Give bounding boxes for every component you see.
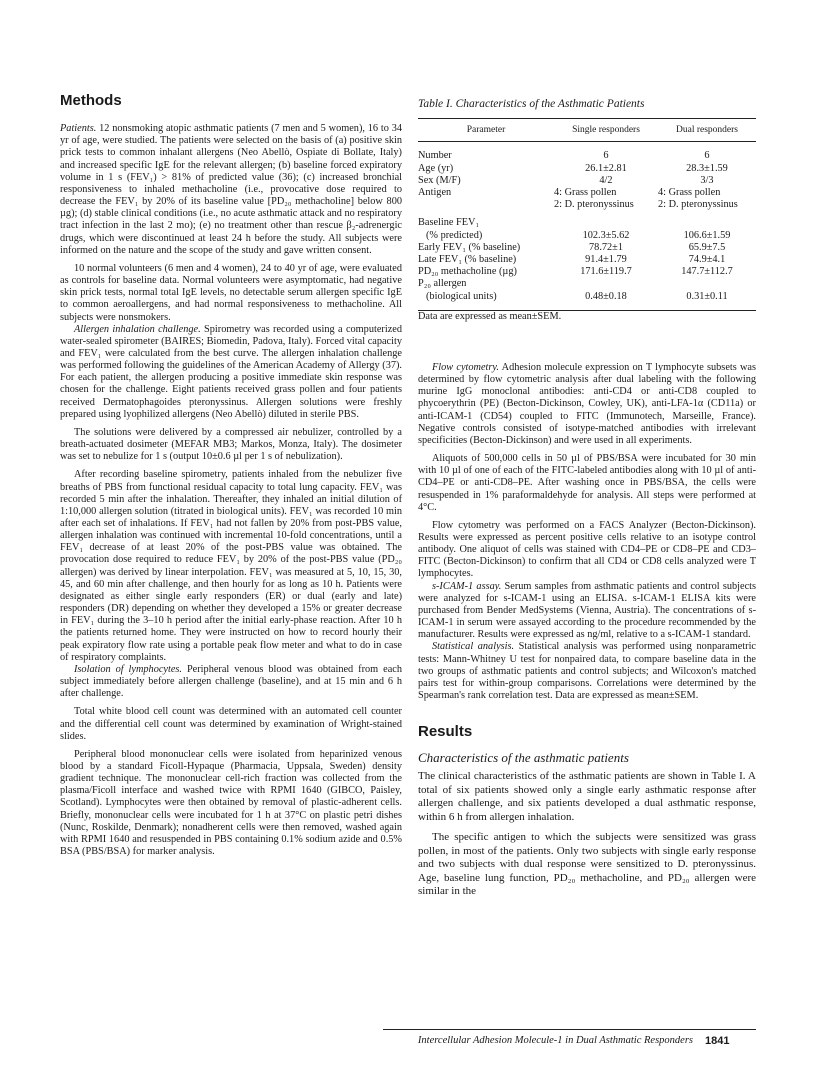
table-row bbox=[418, 175, 756, 187]
paragraph-text: 10 normal volunteers (6 men and 4 women), 24 to 40 yr of age, were evaluated as controls for baseline data. Normal volunteers were asymptomatic, had negative skin prick tests, normal total IgE levels, no detectable serum allergen specific IgE to common aeroallergens, and had normal responsiveness to methacholine. All subjects were nonsmokers. bbox=[60, 262, 402, 323]
row-label: Age (yr) bbox=[418, 162, 454, 174]
cell-dual: 0.31±0.11 bbox=[658, 291, 756, 311]
paragraph-flow-cytometry bbox=[418, 362, 756, 447]
paragraph-controls bbox=[60, 263, 402, 324]
cell-dual: 4: Grass pollen bbox=[658, 186, 721, 198]
cell-dual: 3/3 bbox=[700, 174, 714, 186]
row-label bbox=[418, 199, 554, 211]
cell-dual: 74.9±4.1 bbox=[688, 253, 726, 265]
paragraph-text: Peripheral blood mononuclear cells were isolated from heparinized venous blood by a standard Ficoll-Hypaque (Pharmacia, Uppsala, Sweden) density gradient technique. The mononuclear cell-rich fraction was collected from the plasma/Ficoll interface and washed twice with RPMI 1640 (GIBCO, Paisley, Scotland). Lymphocytes were then obtained by removal of plastic-adherent cells. Briefly, mononuclear cells were incubated for 1 h at 37°C on plastic petri dishes (Nunc, Roskilde, Denmark); nonadherent cells were then removed, washed again with RPMI 1640 and resuspended in PBS containing 0.1% sodium azide and 0.5% BSA (PBS/BSA) for marker analysis. bbox=[60, 748, 402, 858]
run-in-head: Statistical analysis. bbox=[432, 641, 515, 653]
cell-single: 6 bbox=[603, 150, 609, 162]
table-row bbox=[418, 230, 756, 242]
cell-single bbox=[554, 278, 658, 290]
left-column bbox=[60, 0, 402, 858]
cell-single: 4: Grass pollen bbox=[554, 186, 617, 198]
paragraph-results-1: The clinical characteristics of the asthmatic patients are shown in Table I. A total of six patients showed only a single early asthmatic response after allergen challenge, and six patients developed a dual asthmatic response, within 6 h from allergen inhalation. bbox=[418, 770, 756, 823]
table-row bbox=[418, 278, 756, 290]
paragraph-sicam-assay bbox=[418, 581, 756, 642]
row-label: P₂₀ allergen bbox=[418, 278, 467, 290]
running-title: Intercellular Adhesion Molecule-1 in Dual Asthmatic Responders bbox=[417, 1035, 693, 1046]
table-row bbox=[418, 187, 756, 199]
cell-dual: 28.3±1.59 bbox=[686, 162, 728, 174]
paragraph-text: The solutions were delivered by a compressed air nebulizer, controlled by a breath-actuated dosimeter (MEFAR MB3; Markos, Monza, Italy). The dosimeter was set to nebulize for 1 s (output 10±0.6 µl per 1 s of nebulization). bbox=[60, 426, 402, 463]
table-row bbox=[418, 142, 756, 163]
cell-dual: 65.9±7.5 bbox=[688, 241, 726, 253]
table-row bbox=[418, 266, 756, 278]
cell-dual: 2: D. pteronyssinus bbox=[658, 199, 738, 211]
cell-dual: 106.6±1.59 bbox=[683, 229, 731, 241]
paragraph-text: Total white blood cell count was determined with an automated cell counter and the differential cell count was determined by examination of Wright-stained slides. bbox=[60, 706, 402, 742]
row-label: (% predicted) bbox=[426, 229, 483, 241]
paragraph-statistics bbox=[418, 641, 756, 702]
paragraph-patients bbox=[60, 123, 402, 257]
row-label: Sex (M/F) bbox=[418, 174, 461, 186]
cell-dual bbox=[658, 211, 756, 229]
right-column bbox=[418, 0, 756, 899]
cell-single: 171.6±119.7 bbox=[580, 266, 632, 278]
cell-single: 0.48±0.18 bbox=[554, 291, 658, 311]
row-label: Late FEV₁ (% baseline) bbox=[418, 253, 517, 265]
characteristics-table bbox=[418, 118, 756, 311]
row-label: PD₂₀ methacholine (µg) bbox=[418, 266, 517, 278]
header-cell: Parameter bbox=[418, 119, 554, 142]
paragraph-cell-count bbox=[60, 706, 402, 742]
paragraph-text: Aliquots of 500,000 cells in 50 µl of PBS/BSA were incubated for 30 min with 10 µl of one of each of the FITC-labeled antibodies along with 10 µl of anti-CD4–PE or anti-CD8–PE. After washing once in PBS/BSA, the cells were resuspended in 1% paraformaldehyde for analysis. All steps were performed at 4°C. bbox=[418, 453, 756, 513]
results-heading: Results bbox=[418, 723, 473, 741]
header-cell: Dual responders bbox=[658, 119, 756, 142]
cell-dual: 6 bbox=[704, 150, 710, 162]
cell-single: 91.4±1.79 bbox=[585, 253, 627, 265]
cell-dual: 147.7±112.7 bbox=[681, 266, 733, 278]
paragraph-results-2: The specific antigen to which the subjects were sensitized was grass pollen, in most of the patients. Only two subjects with single early response and two subjects with dual response were sensitized to D. pteronyssinus. Age, baseline lung function, PD₂₀ methacholine, and PD₂₀ allergen were similar in the bbox=[418, 831, 756, 898]
cell-single: 2: D. pteronyssinus bbox=[554, 199, 634, 211]
table-row bbox=[418, 199, 756, 211]
cell-single: 26.1±2.81 bbox=[585, 162, 627, 174]
methods-heading: Methods bbox=[60, 92, 122, 109]
run-in-head: s-ICAM-1 assay. bbox=[432, 580, 502, 592]
paragraph-isolation bbox=[60, 664, 402, 700]
paragraph-text: 12 nonsmoking atopic asthmatic patients (7 men and 5 women), 16 to 34 yr of age, were studied. The patients were selected on the basis of (a) positive skin prick tests to common inhalant allergens (Neo Abellò, Ospiate di Bollate, Italy) and increased specific IgE for the relevant allergen; (b) baseline forced expiratory volume in 1 s (FEV₁) > 81% of predicted value (36); (c) increased bronchial responsiveness to inhaled methacholine (i.e., provocative dose required to decrease the FEV₁ by 20% of its baseline value [PD₂₀ methacholine] below 800 µg); (d) stable clinical conditions (i.e., no acute asthmatic attack and no respiratory tract infection in the last 2 mo); (e) no treatment other than rescue β₂-adrenergic drugs, which were discontinued at least 24 h before the study. All subjects were informed on the nature and the scope of the study and gave written consent. bbox=[60, 123, 402, 256]
header-cell: Single responders bbox=[554, 119, 658, 142]
run-in-head: Isolation of lymphocytes. bbox=[74, 663, 182, 675]
paragraph-text: Flow cytometry was performed on a FACS Analyzer (Becton-Dickinson). Results were expressed as percent positive cells relative to an isotype control antibody. One aliquot of cells was stained with CD4–PE or CD8–PE and CD3–FITC (Becton-Dickinson) to confirm that all CD4 or CD8 cells analyzed were T lymphocytes. bbox=[418, 519, 756, 580]
cell-single bbox=[554, 211, 658, 229]
row-label: (biological units) bbox=[418, 291, 554, 311]
row-label: Antigen bbox=[418, 186, 452, 198]
paragraph-text: Spirometry was recorded using a computerized water-sealed spirometer (BAIRES; Biomedin, Padova, Italy). Forced vital capacity and FEV₁ were calculated from the best curve. The allergen inhalation challenge was performed following the guidelines of the American Academy of Allergy (37). For each patient, the allergen producing a positive immediate skin response was chosen for the challenge. Eight patients received grass pollen and four patients received Dermatophagoides pteronyssinus. Allergen solutions were freshly prepared using lyophilized allergens (Neo Abellò) diluted in sterile PBS. bbox=[60, 323, 402, 420]
cell-dual bbox=[658, 278, 756, 290]
cell-single: 4/2 bbox=[599, 174, 613, 186]
table-row bbox=[418, 242, 756, 254]
paragraph-procedure bbox=[60, 469, 402, 664]
paragraph-text: After recording baseline spirometry, patients inhaled from the nebulizer five breaths of PBS from functional residual capacity to total lung capacity. FEV₁ was recorded 5 min after the inhalation. Thereafter, they inhaled an initial dilution of 1:10,000 allergen solution (titrated in biological units). FEV₁ was recorded 10 min after each set of inhalations. If FEV₁ had not fallen by 20% from post-PBS value, allergen inhalation was continued with incremental 10-fold concentrations, until a FEV₁ decrease of at least 20% of the post-PBS value was obtained. The provocation dose required to reduce FEV₁ by 20% of the post-PBS value (PD₂₀ allergen) was derived by linear interpolation. FEV₁ was measured at 5, 10, 15, 30, 45, and 60 min after challenge, and then hourly for as long as 10 h. Patients were designated as either single early responders (ER) or dual (early and late) responders (DR) depending on whether they developed a 15% or greater decrease in FEV₁ during the 3–10 h period after the initial early-phase reaction. After 10 h the patients returned home. They were instructed on how to record hourly their peak expiratory flow rate using a portable peak flow meter and what to do in case of respiratory complaints. bbox=[60, 469, 402, 663]
paragraph-text: Peripheral venous blood was obtained from each subject immediately before allergen challenge (baseline), and at 15 min and 6 h after challenge. bbox=[60, 663, 402, 700]
footer-rule bbox=[383, 1029, 756, 1030]
row-label: Number bbox=[418, 150, 452, 162]
paragraph-facs bbox=[418, 520, 756, 581]
run-in-head: Flow cytometry. bbox=[432, 361, 499, 373]
run-in-head: Allergen inhalation challenge. bbox=[74, 323, 201, 335]
paragraph-allergen-challenge bbox=[60, 324, 402, 421]
table-row bbox=[418, 211, 756, 229]
page-number: 1841 bbox=[705, 1035, 730, 1047]
row-label: Baseline FEV₁ bbox=[418, 217, 480, 229]
run-in-head: Patients. bbox=[60, 123, 97, 135]
paragraph-text: Adhesion molecule expression on T lymphocyte subsets was determined by flow cytometric analysis after dual labeling with the following murine IgG monoclonal antibodies: anti-CD4 or anti-CD8 coupled to phycoerythrin (PE) (Becton-Dickinson, Cowley, UK), anti-LFA-1α (CD11a) or anti-ICAM-1 (CD54) coupled to FITC (Immunotech, Marseille, France). Negative controls consisted of isotype-matched antibodies with irrelevant specificities (Becton-Dickinson) and were used in all experiments. bbox=[418, 361, 756, 446]
table-header-row bbox=[418, 119, 756, 142]
cell-single: 78.72±1 bbox=[589, 241, 623, 253]
paragraph-text: Serum samples from asthmatic patients and control subjects were analyzed for s-ICAM-1 using an ELISA. s-ICAM-1 ELISA kits were purchased from Bender MedSystems (Vienna, Austria). The concentrations of s-ICAM-1 in serum were assayed according to the procedure recommended by the manufacturer. Results were expressed as ng/ml, relative to a s-ICAM-1 standard. bbox=[418, 580, 757, 641]
paragraph-aliquots bbox=[418, 453, 756, 514]
table-row bbox=[418, 163, 756, 175]
paragraph-text: Statistical analysis was performed using nonparametric tests: Mann-Whitney U test for nonpaired data, to compare baseline data in the two groups of asthmatic patients and control subjects; and Wilcoxon's matched pairs test for within-group comparisons. Correlations were determined by the Spearman's rank correlation test. Data are expressed as mean±SEM. bbox=[418, 641, 756, 702]
table-title: Table I. Characteristics of the Asthmatic Patients bbox=[418, 98, 645, 110]
table-row bbox=[418, 254, 756, 266]
table-note: Data are expressed as mean±SEM. bbox=[418, 310, 562, 322]
results-subheading: Characteristics of the asthmatic patients bbox=[418, 750, 629, 766]
paragraph-mononuclear bbox=[60, 749, 402, 858]
row-label: Early FEV₁ (% baseline) bbox=[418, 241, 521, 253]
table-row bbox=[418, 291, 756, 311]
cell-single: 102.3±5.62 bbox=[582, 229, 630, 241]
paragraph-nebulizer bbox=[60, 427, 402, 463]
